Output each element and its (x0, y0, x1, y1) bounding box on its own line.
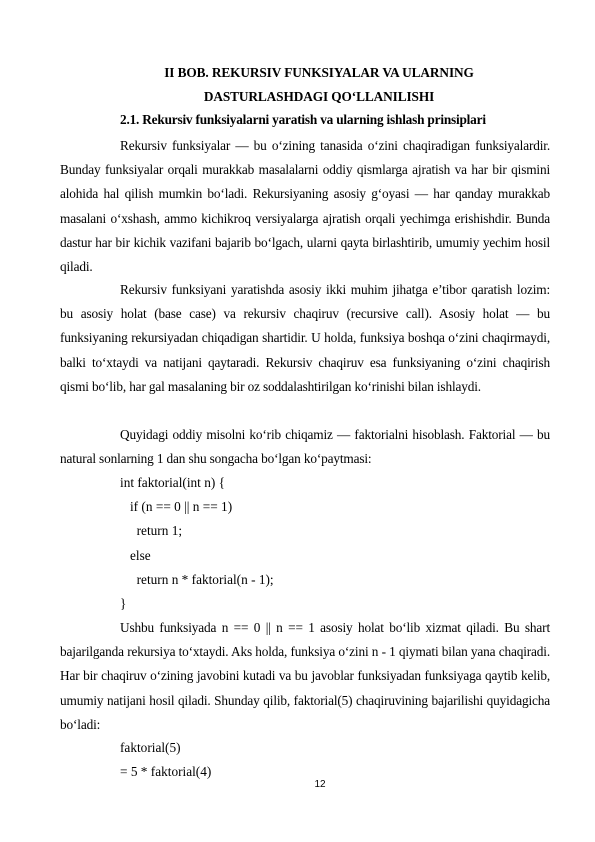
code-block-factorial: int faktorial(int n) { if (n == 0 || n == 1) return 1; else return n * faktorial(n - 1); } (120, 475, 274, 612)
trace-line-2: = 5 * faktorial(4) (120, 764, 212, 779)
paragraph-base-case: Rekursiv funksiyani yaratishda asosiy ikki muhim jihatga e’tibor qaratish lozim: bu asosiy holat (base case) va rekursiv chaqiruv (recursive call). Asosiy holat — bu funksiyaning rekursiyadan chiqadigan shartidir. U holda, funksiya boshqa o‘zini chaqirmaydi, balki to‘xtaydi va natijani qaytaradi. Rekursiv chaqiruv esa funksiyaning o‘zini chaqirish qismi bo‘lib, har gal masalaning bir oz soddalashtirilgan ko‘rinishi bilan ishlaydi. (60, 282, 550, 394)
trace-line-1: faktorial(5) (120, 740, 181, 755)
section-title: 2.1. Rekursiv funksiyalarni yaratish va ularning ishlash prinsiplari (120, 112, 486, 127)
paragraph-explanation: Ushbu funksiyada n == 0 || n == 1 asosiy holat bo‘lib xizmat qiladi. Bu shart bajarilganda rekursiya to‘xtaydi. Aks holda, funksiya o‘zini n - 1 qiymati bilan yana chaqiradi. Har bir chaqiruv o‘zining javobini kutadi va bu javoblar funksiyadan funksiyaga qaytib kelib, umumiy natijani hosil qiladi. Shunday qilib, faktorial(5) chaqiruvining bajarilishi quyidagicha bo‘ladi: (60, 620, 550, 732)
paragraph-factorial-intro: Quyidagi oddiy misolni ko‘rib chiqamiz — faktorialni hisoblash. Faktorial — bu natural sonlarning 1 dan shu songacha bo‘lgan ko‘paytmasi: (60, 427, 550, 467)
paragraph-definition: Rekursiv funksiyalar — bu o‘zining tanasida o‘zini chaqiradigan funksiyalardir. Bunday funksiyalar orqali murakkab masalalarni oddiy qismlarga ajratish va har bir qismini alohida hal qilish mumkin bo‘ladi. Rekursiyaning asosiy g‘oyasi — har qanday murakkab masalani o‘xshash, ammo kichikroq versiyalarga ajratish orqali yechimga erishishdir. Bunda dastur har bir kichik vazifani bajarib bo‘lgach, ularni qayta birlashtirib, umumiy yechim hosil qiladi. (60, 138, 550, 275)
page-number: 12 (314, 779, 326, 790)
chapter-title-line-2: DASTURLASHDAGI QO‘LLANILISHI (203, 89, 435, 104)
chapter-title-line-1: II BOB. REKURSIV FUNKSIYALAR VA ULARNING (164, 65, 474, 80)
